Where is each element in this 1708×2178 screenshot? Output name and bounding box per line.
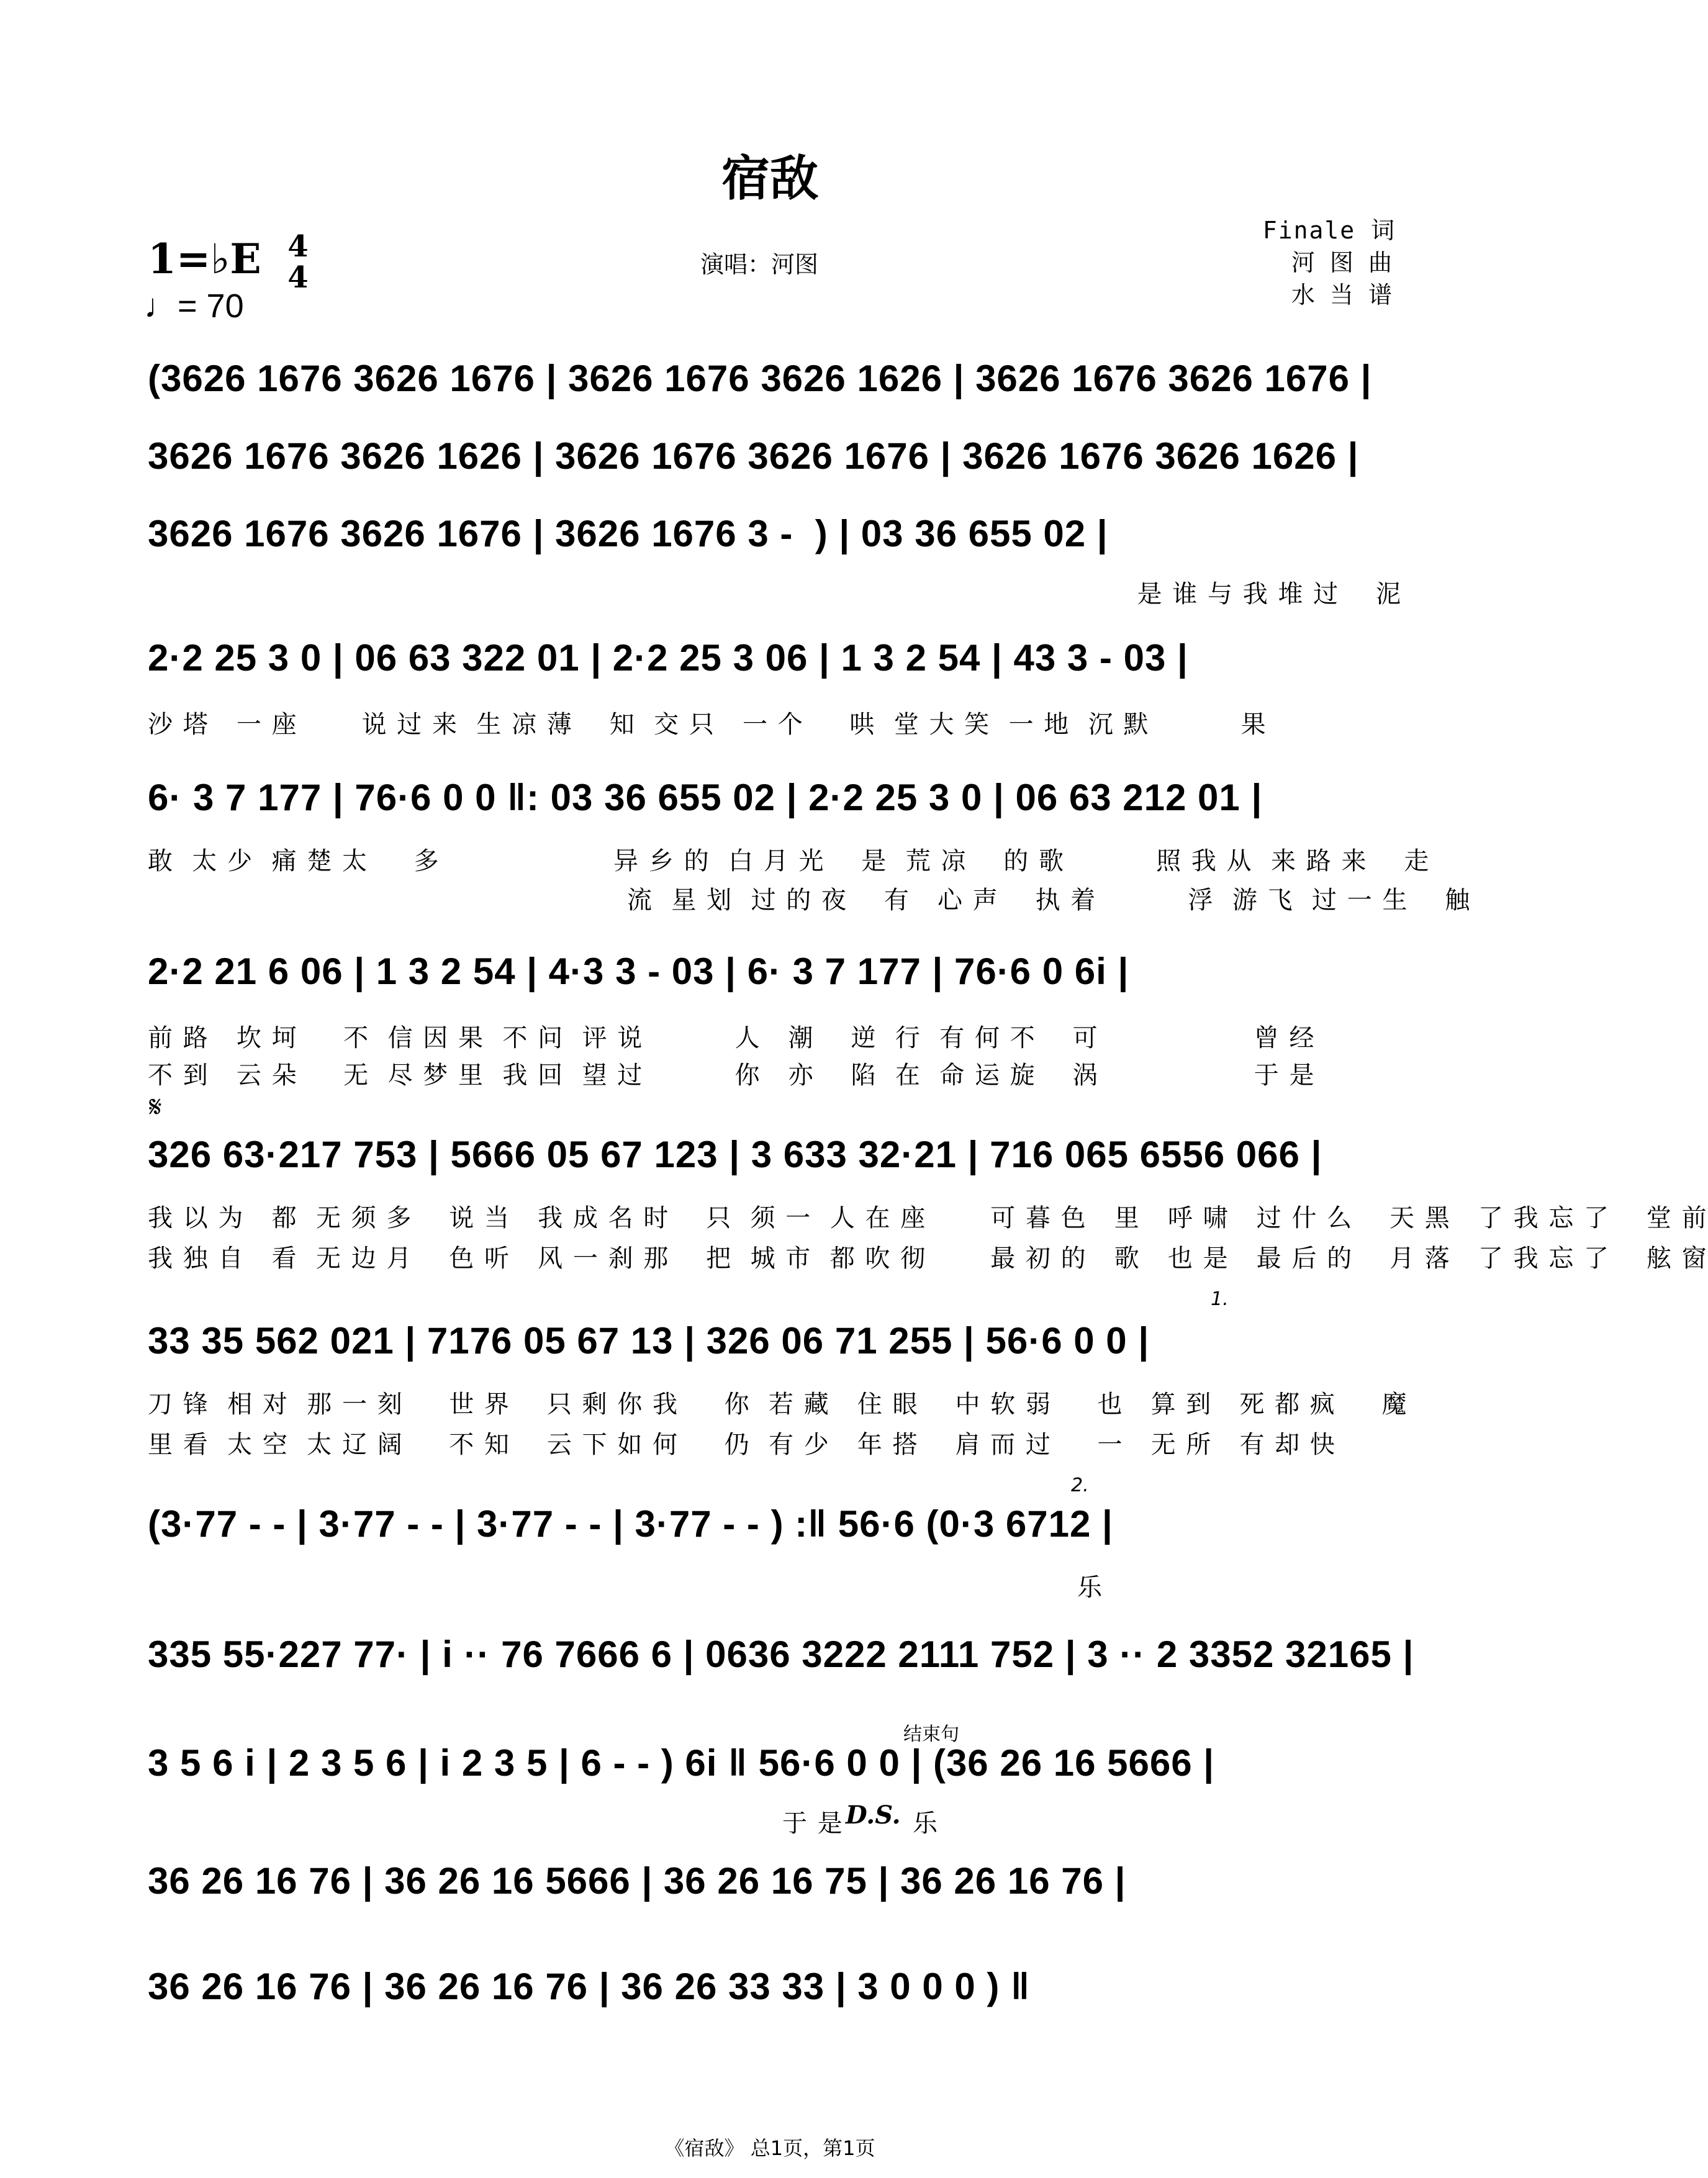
lyric-line-6b: 不 到 云 朵 无 尽 梦 里 我 回 望 过 你 亦 陷 在 命 运 旋 涡 于 是 (148, 1061, 1316, 1090)
singer-credit: 演唱：河图 (700, 251, 819, 278)
score-line-1: (3626 1676 3626 1676 | 3626 1676 3626 1626 | 3626 1676 3626 1676 | (148, 358, 1372, 399)
score-line-10: 335 55·227 77· | i ·· 76 7666 6 | 0636 3222 2111 752 | 3 ·· 2 3352 32165 | (148, 1634, 1414, 1675)
lyric-line-7a: 我 以 为 都 无 须 多 说 当 我 成 名 时 只 须 一 人 在 座 可 暮 色 里 呼 啸 过 什 么 天 黑 了 我 忘 了 堂 前 (148, 1204, 1708, 1232)
lyric-line-5a: 敢 太 少 痛 楚 太 多 异 乡 的 白 月 光 是 荒 凉 的 歌 照 我 从 来 路 来 走 (148, 847, 1430, 875)
lyric-line-9: 乐 (1077, 1573, 1103, 1602)
song-title: 宿敌 (721, 150, 818, 207)
volta-2-label: 2. (1071, 1475, 1089, 1496)
tempo-marking: ♩= 70 (144, 287, 244, 325)
score-line-11: 3 5 6 i | 2 3 5 6 | i 2 3 5 | 6 - - ) 6i ‖ 56·6 0 0 | (36 26 16 5666 | (148, 1742, 1215, 1784)
lyric-line-8b: 里 看 太 空 太 辽 阔 不 知 云 下 如 何 仍 有 少 年 搭 肩 而 过 一 无 所 有 却 快 (148, 1430, 1336, 1459)
ending-label: 结束句 (903, 1724, 959, 1745)
score-line-2: 3626 1676 3626 1626 | 3626 1676 3626 1676 | 3626 1676 3626 1626 | (148, 435, 1359, 477)
score-line-6: 2·2 21 6 06 | 1 3 2 54 | 4·3 3 - 03 | 6· 3 7 177 | 76·6 0 6i | (148, 951, 1129, 992)
lyric-line-6a: 前 路 坎 坷 不 信 因 果 不 问 评 说 人 潮 逆 行 有 何 不 可 曾 经 (148, 1024, 1316, 1052)
score-line-8: 33 35 562 021 | 7176 05 67 13 | 326 06 71 255 | 56·6 0 0 | (148, 1320, 1150, 1362)
lyric-line-11-end: 乐 (913, 1809, 939, 1838)
lyric-line-5b: 流 星 划 过 的 夜 有 心 声 执 着 浮 游 飞 过 一 生 触 (627, 886, 1471, 915)
score-line-4: 2·2 25 3 0 | 06 63 322 01 | 2·2 25 3 06 | 1 3 2 54 | 43 3 - 03 | (148, 637, 1188, 679)
lyricist-credit: Finale 词 (1262, 217, 1396, 244)
lyric-line-7b: 我 独 自 看 无 边 月 色 听 风 一 刹 那 把 城 市 都 吹 彻 最 初 的 歌 也 是 最 后 的 月 落 了 我 忘 了 舷 窗 (148, 1244, 1708, 1273)
lyric-line-8a: 刀 锋 相 对 那 一 刻 世 界 只 剩 你 我 你 若 藏 住 眼 中 软 弱 也 算 到 死 都 疯 魔 (148, 1390, 1408, 1419)
page-footer: 《宿敌》 总1页，第1页 (664, 2136, 875, 2160)
time-signature (279, 231, 317, 293)
score-line-12: 36 26 16 76 | 36 26 16 5666 | 36 26 16 75 | 36 26 16 76 | (148, 1860, 1126, 1902)
key-signature: 1=♭E (148, 235, 261, 283)
score-line-13: 36 26 16 76 | 36 26 16 76 | 36 26 33 33 | 3 0 0 0 ) ‖ (148, 1966, 1030, 2007)
meter-top: 4 (287, 229, 309, 264)
lyric-line-3: 是 谁 与 我 堆 过 泥 (1137, 580, 1402, 608)
volta-1-label: 1. (1211, 1288, 1229, 1310)
segno-sign: 𝄋 (149, 1090, 162, 1124)
score-line-7: 326 63·217 753 | 5666 05 67 123 | 3 633 32·21 | 716 065 6556 066 | (148, 1134, 1322, 1175)
lyric-line-4: 沙 塔 一 座 说 过 来 生 凉 薄 知 交 只 一 个 哄 堂 大 笑 一 地 沉 默 果 (148, 710, 1267, 739)
transcriber-credit: 水 当 谱 (1291, 281, 1396, 309)
score-line-9: (3·77 - - | 3·77 - - | 3·77 - - | 3·77 - - ) :‖ 56·6 (0·3 6712 | (148, 1503, 1113, 1545)
composer-credit: 河 图 曲 (1291, 249, 1396, 276)
score-line-5: 6· 3 7 177 | 76·6 0 0 ‖: 03 36 655 02 | 2·2 25 3 0 | 06 63 212 01 | (148, 777, 1263, 818)
dal-segno-mark: D.S. (846, 1801, 901, 1830)
score-line-3: 3626 1676 3626 1676 | 3626 1676 3 - ) | 03 36 655 02 | (148, 513, 1108, 554)
meter-bottom: 4 (287, 260, 309, 295)
lyric-line-11-yushi: 于 是 (782, 1809, 844, 1838)
